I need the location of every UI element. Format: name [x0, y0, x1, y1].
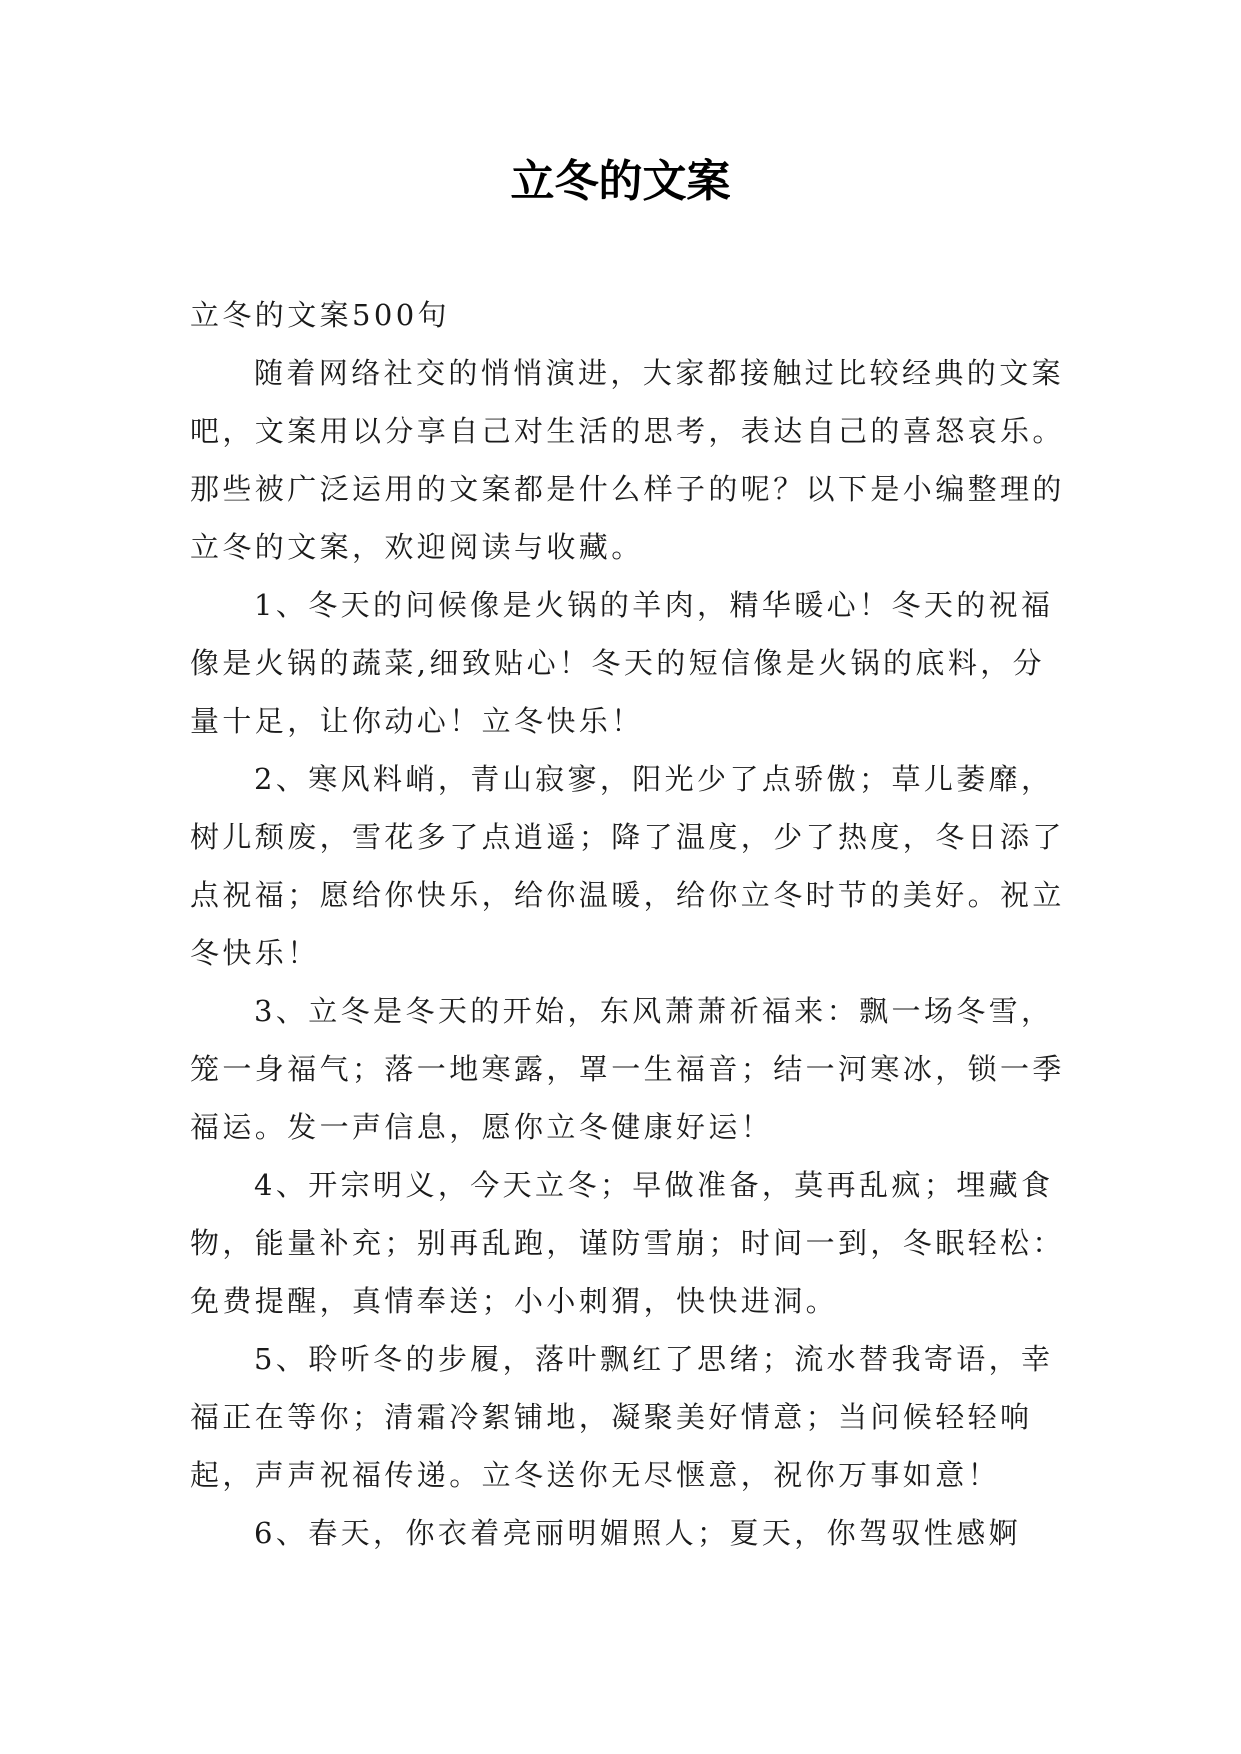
page-title: 立冬的文案: [510, 156, 731, 207]
intro-paragraph: 随着网络社交的悄悄演进，大家都接触过比较经典的文案吧，文案用以分享自己对生活的思考，表达自己的喜怒哀乐。那些被广泛运用的文案都是什么样子的呢？以下是小编整理的立冬的文案，欢迎阅读与收藏。: [190, 356, 1065, 564]
quote-paragraph-3: 3、立冬是冬天的开始，东风萧萧祈福来：飘一场冬雪，笼一身福气；落一地寒露，罩一生福音；结一河寒冰，锁一季福运。发一声信息，愿你立冬健康好运！: [190, 994, 1065, 1144]
document-body: [190, 286, 1070, 1562]
quote-paragraph-2: 2、寒风料峭，青山寂寥，阳光少了点骄傲；草儿萎靡，树儿颓废，雪花多了点逍遥；降了温度，少了热度，冬日添了点祝福；愿给你快乐，给你温暖，给你立冬时节的美好。祝立冬快乐！: [190, 762, 1065, 970]
quote-paragraph-1: 1、冬天的问候像是火锅的羊肉，精华暖心！冬天的祝福像是火锅的蔬菜,细致贴心！冬天的短信像是火锅的底料，分量十足，让你动心！立冬快乐！: [190, 588, 1054, 738]
quote-paragraph-4: 4、开宗明义，今天立冬；早做准备，莫再乱疯；埋藏食物，能量补充；别再乱跑，谨防雪崩；时间一到，冬眠轻松：免费提醒，真情奉送；小小刺猬，快快进洞。: [190, 1168, 1065, 1318]
quote-paragraph-5: 5、聆听冬的步履，落叶飘红了思绪；流水替我寄语，幸福正在等你；清霜冷絮铺地，凝聚美好情意；当问候轻轻响起，声声祝福传递。立冬送你无尽惬意，祝你万事如意！: [190, 1342, 1054, 1492]
quote-paragraph-6: 6、春天，你衣着亮丽明媚照人；夏天，你驾驭性感婀: [254, 1516, 1022, 1550]
document-subtitle: 立冬的文案500句: [190, 298, 450, 332]
